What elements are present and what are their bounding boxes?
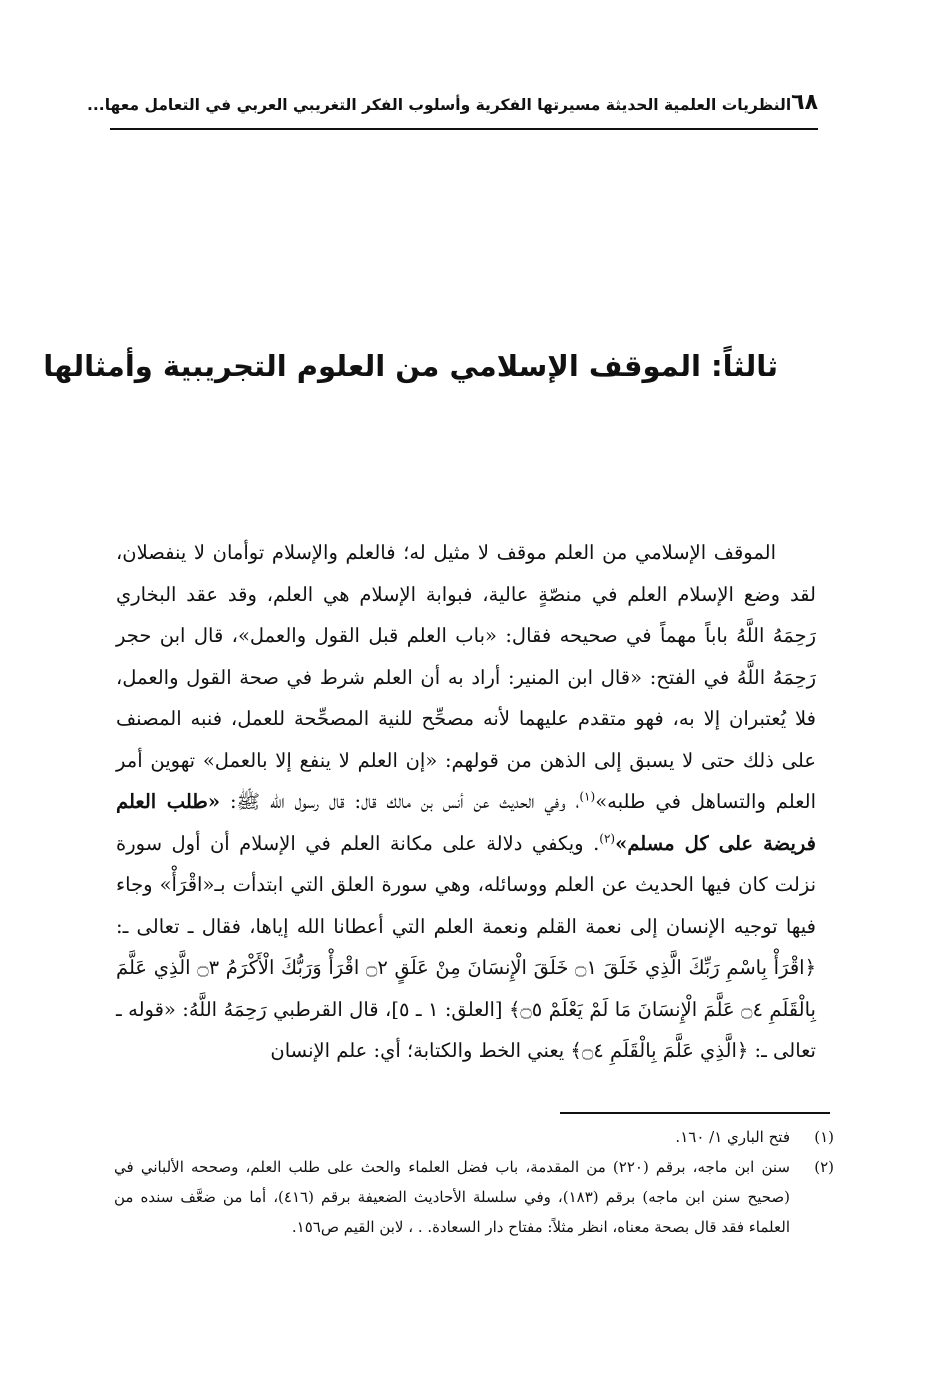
section-heading: ثالثاً: الموقف الإسلامي من العلوم التجريبية وأمثالها xyxy=(43,349,778,383)
footnote-ref-1[interactable]: (١) xyxy=(579,789,596,804)
footnote-2 xyxy=(114,1152,834,1242)
footnote-1 xyxy=(114,1122,834,1152)
footnote-number: (١) xyxy=(814,1128,834,1146)
paragraph-text-part2: ، وفي الحديث عن أنس بن مالك قال: قال رسول الله ﷺ: xyxy=(220,790,580,813)
footnote-text: فتح الباري ١/ ١٦٠. xyxy=(675,1128,790,1146)
hadith-quote: «طلب العلم فريضة على كل مسلم» xyxy=(116,790,816,855)
footnotes xyxy=(114,1122,834,1242)
running-header-title: النظريات العلمية الحديثة مسيرتها الفكرية وأسلوب الفكر التغريبي العربي في التعامل معها... xyxy=(87,96,792,114)
footnote-text: سنن ابن ماجه، برقم (٢٢٠) من المقدمة، باب فضل العلماء والحث على طلب العلم، وصححه الألباني في (صحيح سنن ابن ماجه) برقم (١٨٣)، وفي سلسلة الأحاديث الضعيفة برقم (٤١٦)، أما من ضعَّف سنده من العلماء فقد قال بصحة معناه، انظر مثلاً: مفتاح دار السعادة. . ، لابن القيم ص١٥٦. xyxy=(114,1158,790,1236)
page-number: ٦٨ xyxy=(791,90,818,115)
footnote-number: (٢) xyxy=(814,1158,834,1176)
paragraph-text-part3: . ويكفي دلالة على مكانة العلم في الإسلام أن أول سورة نزلت كان فيها الحديث عن العلم ووسائله، وهي سورة العلق التي ابتدأت بـ«اقْرَأْ» وجاء فيها توجيه الإنسان إلى نعمة القلم ونعمة العلم التي أعطانا الله إياها، فقال ـ تعالى ـ: ﴿اقْرَأْ بِاسْمِ رَبِّكَ الَّذِي خَلَقَ ۝١ خَلَقَ الْإِنسَانَ مِنْ عَلَقٍ ۝٢ اقْرَأْ وَرَبُّكَ الْأَكْرَمُ ۝٣ الَّذِي عَلَّمَ بِالْقَلَمِ ۝٤ عَلَّمَ الْإِنسَانَ مَا لَمْ يَعْلَمْ ۝٥﴾ [العلق: ١ ـ ٥]، قال القرطبي رَحِمَهُ اللَّهُ: «قوله ـ تعالى ـ: ﴿الَّذِي عَلَّمَ بِالْقَلَمِ ۝٤﴾ يعني الخط والكتابة؛ أي: علم الإنسان xyxy=(116,831,817,1062)
paragraph-text-part1: الموقف الإسلامي من العلم موقف لا مثيل له؛ فالعلم والإسلام توأمان لا ينفصلان، لقد وضع الإسلام العلم في منصّةٍ عالية، فبوابة الإسلام هي العلم، وقد عقد البخاري رَحِمَهُ اللَّهُ باباً مهماً في صحيحه فقال: «باب العلم قبل القول والعمل»، قال ابن حجر رَحِمَهُ اللَّهُ في الفتح: «قال ابن المنير: أراد به أن العلم شرط في صحة القول والعمل، فلا يُعتبران إلا به، فهو متقدم عليهما لأنه مصحِّح للنية المصحِّحة للعمل، فنبه المصنف على ذلك حتى لا يسبق إلى الذهن من قولهم: «إن العلم لا ينفع إلا بالعمل» تهوين أمر العلم والتساهل في طلبه» xyxy=(116,541,817,813)
footnote-ref-2[interactable]: (٢) xyxy=(599,831,616,845)
running-header xyxy=(87,90,818,130)
footnote-separator xyxy=(560,1112,830,1114)
body-paragraph xyxy=(116,532,816,1072)
